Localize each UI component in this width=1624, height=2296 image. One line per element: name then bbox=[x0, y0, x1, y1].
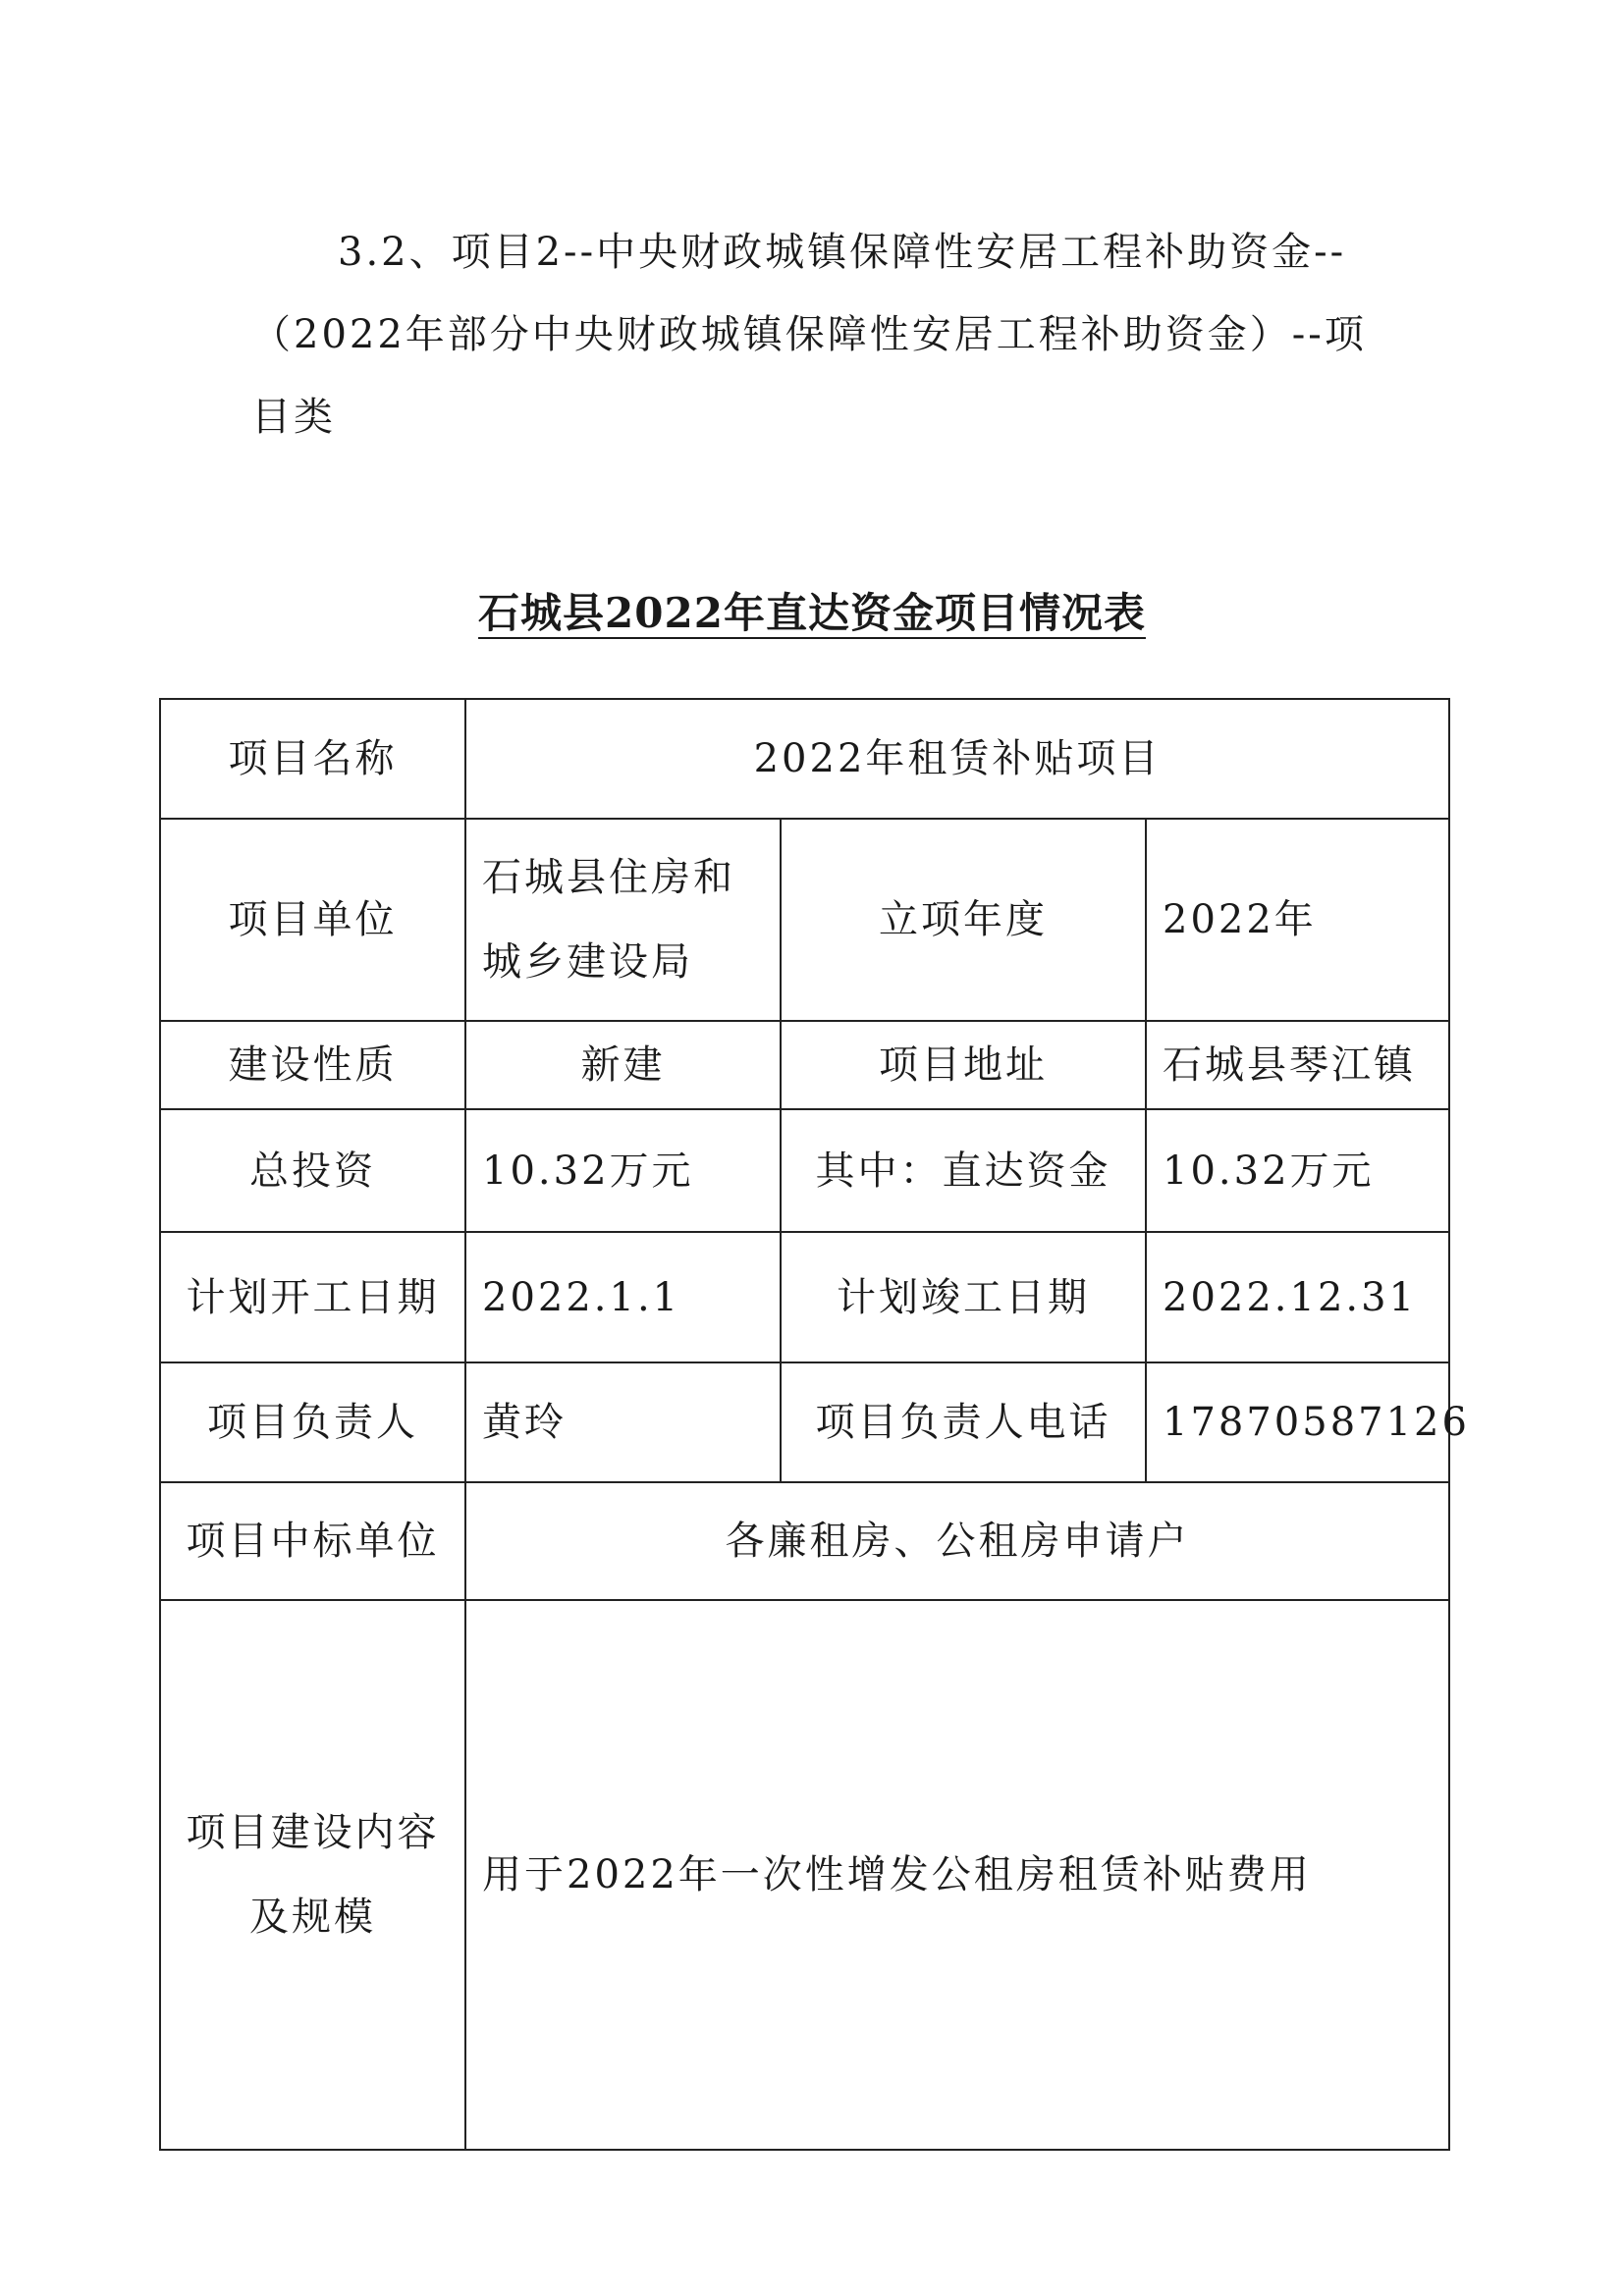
nature-label: 建设性质 bbox=[160, 1021, 465, 1109]
table-row bbox=[160, 1362, 1449, 1482]
winning-unit-value: 各廉租房、公租房申请户 bbox=[465, 1482, 1449, 1600]
content-value: 用于2022年一次性增发公租房租赁补贴费用 bbox=[465, 1600, 1449, 2150]
table-row bbox=[160, 1482, 1449, 1600]
table-row bbox=[160, 699, 1449, 819]
approval-year-value: 2022年 bbox=[1146, 819, 1449, 1021]
table-title-text: 石城县2022年直达资金项目情况表 bbox=[478, 589, 1146, 637]
manager-phone-value: 17870587126 bbox=[1146, 1362, 1449, 1482]
total-investment-label: 总投资 bbox=[160, 1109, 465, 1232]
approval-year-label: 立项年度 bbox=[781, 819, 1146, 1021]
table-row bbox=[160, 819, 1449, 1021]
end-date-value: 2022.12.31 bbox=[1146, 1232, 1449, 1362]
start-date-value: 2022.1.1 bbox=[465, 1232, 781, 1362]
manager-phone-label: 项目负责人电话 bbox=[781, 1362, 1146, 1482]
project-info-table bbox=[159, 698, 1470, 2151]
project-name-label: 项目名称 bbox=[160, 699, 465, 819]
table-title bbox=[0, 581, 1624, 640]
end-date-label: 计划竣工日期 bbox=[781, 1232, 1146, 1362]
address-label: 项目地址 bbox=[781, 1021, 1146, 1109]
unit-label: 项目单位 bbox=[160, 819, 465, 1021]
direct-funds-value: 10.32万元 bbox=[1146, 1109, 1449, 1232]
table-row bbox=[160, 1232, 1449, 1362]
manager-value: 黄玲 bbox=[465, 1362, 781, 1482]
section-heading: 3.2、项目2--中央财政城镇保障性安居工程补助资金--（2022年部分中央财政城镇保障性安居工程补助资金）--项目类 bbox=[251, 230, 1367, 440]
direct-funds-label: 其中：直达资金 bbox=[781, 1109, 1146, 1232]
start-date-label: 计划开工日期 bbox=[160, 1232, 465, 1362]
project-name-value: 2022年租赁补贴项目 bbox=[465, 699, 1449, 819]
table-row bbox=[160, 1109, 1449, 1232]
content-label: 项目建设内容及规模 bbox=[160, 1600, 465, 2150]
winning-unit-label: 项目中标单位 bbox=[160, 1482, 465, 1600]
nature-value: 新建 bbox=[465, 1021, 781, 1109]
table-row bbox=[160, 1021, 1449, 1109]
address-value: 石城县琴江镇 bbox=[1146, 1021, 1449, 1109]
manager-label: 项目负责人 bbox=[160, 1362, 465, 1482]
unit-value: 石城县住房和城乡建设局 bbox=[465, 819, 781, 1021]
table-row bbox=[160, 1600, 1449, 2150]
total-investment-value: 10.32万元 bbox=[465, 1109, 781, 1232]
